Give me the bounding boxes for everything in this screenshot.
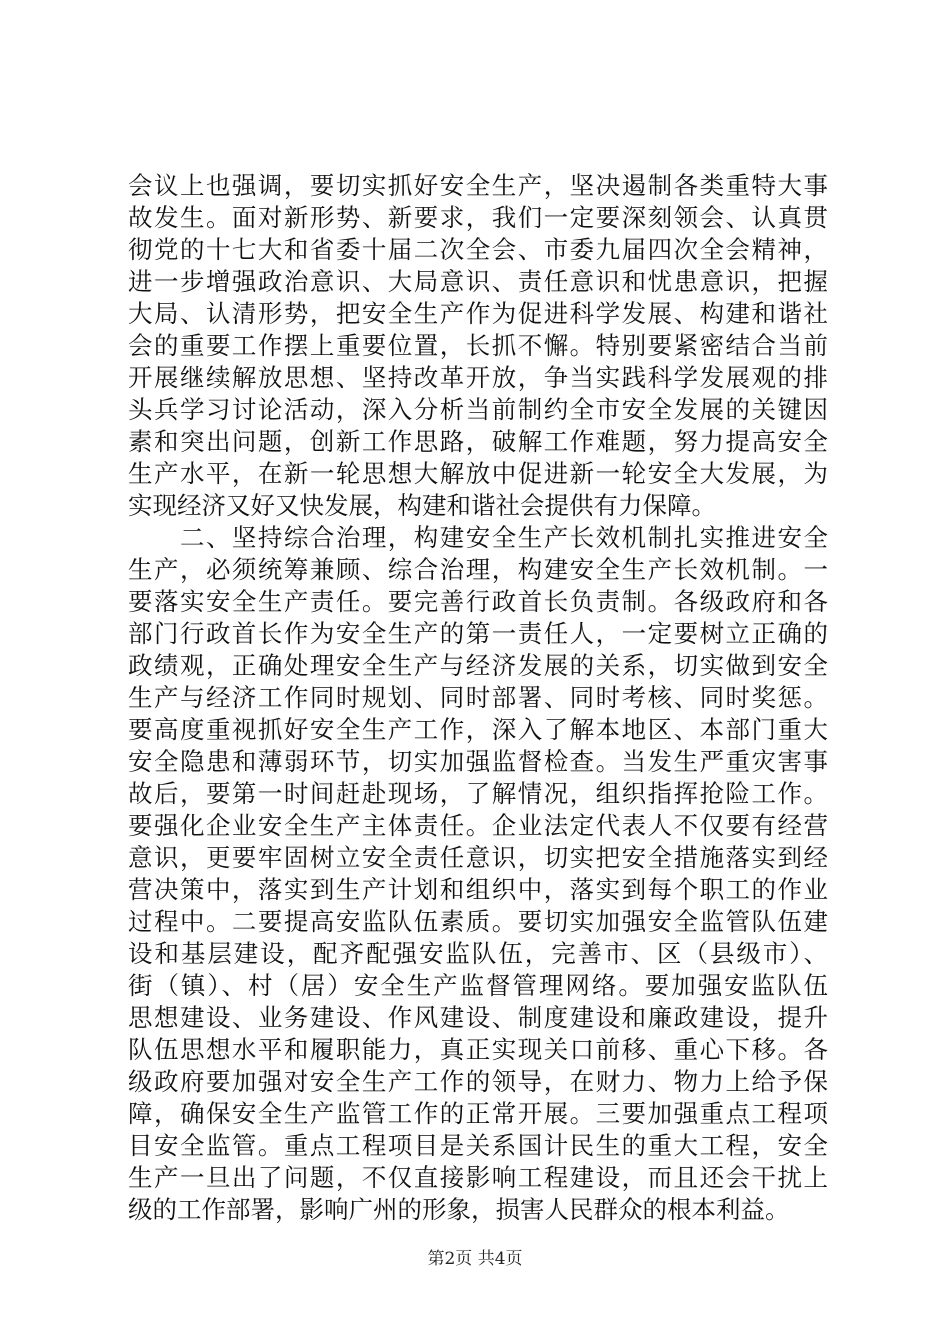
text-line: 生产一旦出了问题，不仅直接影响工程建设，而且还会干扰上 — [128, 1163, 828, 1192]
text-line: 意识，更要牢固树立安全责任意识，切实把安全措施落实到经 — [128, 843, 828, 872]
text-line: 实现经济又好又快发展，构建和谐社会提供有力保障。 — [128, 491, 716, 520]
text-line: 大局、认清形势，把安全生产作为促进科学发展、构建和谐社 — [128, 299, 828, 328]
text-line: 级政府要加强对安全生产工作的领导，在财力、物力上给予保 — [128, 1067, 828, 1096]
body-text — [128, 170, 828, 1226]
text-line: 要高度重视抓好安全生产工作，深入了解本地区、本部门重大 — [128, 715, 828, 744]
page-footer: 第2页 共4页 — [427, 1249, 523, 1269]
text-line: 生产，必须统筹兼顾、综合治理，构建安全生产长效机制。一 — [128, 555, 828, 584]
text-line: 会的重要工作摆上重要位置，长抓不懈。特别要紧密结合当前 — [128, 331, 828, 360]
text-line: 要落实安全生产责任。要完善行政首长负责制。各级政府和各 — [128, 587, 828, 616]
text-line: 素和突出问题，创新工作思路，破解工作难题，努力提高安全 — [128, 427, 828, 456]
text-line: 设和基层建设，配齐配强安监队伍，完善市、区（县级市）、 — [128, 939, 828, 968]
text-line: 生产与经济工作同时规划、同时部署、同时考核、同时奖惩。 — [128, 683, 828, 712]
text-line: 彻党的十七大和省委十届二次全会、市委九届四次全会精神， — [128, 235, 828, 264]
text-line: 街（镇）、村（居）安全生产监督管理网络。要加强安监队伍 — [128, 971, 828, 1000]
text-line: 开展继续解放思想、坚持改革开放，争当实践科学发展观的排 — [128, 363, 828, 392]
text-line: 障，确保安全生产监管工作的正常开展。三要加强重点工程项 — [128, 1099, 828, 1128]
text-line: 队伍思想水平和履职能力，真正实现关口前移、重心下移。各 — [128, 1035, 828, 1064]
text-line: 生产水平，在新一轮思想大解放中促进新一轮安全大发展，为 — [128, 459, 828, 488]
text-line: 级的工作部署，影响广州的形象，损害人民群众的根本利益。 — [128, 1195, 790, 1224]
text-line: 过程中。二要提高安监队伍素质。要切实加强安全监管队伍建 — [128, 907, 828, 936]
text-line: 二、坚持综合治理，构建安全生产长效机制扎实推进安全 — [128, 523, 828, 552]
text-line: 故后，要第一时间赶赴现场，了解情况，组织指挥抢险工作。 — [128, 779, 828, 808]
text-line: 部门行政首长作为安全生产的第一责任人，一定要树立正确的 — [128, 619, 828, 648]
text-line: 要强化企业安全生产主体责任。企业法定代表人不仅要有经营 — [128, 811, 828, 840]
text-line: 安全隐患和薄弱环节，切实加强监督检查。当发生严重灾害事 — [128, 747, 828, 776]
text-line: 头兵学习讨论活动，深入分析当前制约全市安全发展的关键因 — [128, 395, 828, 424]
text-line: 营决策中，落实到生产计划和组织中，落实到每个职工的作业 — [128, 875, 828, 904]
text-line: 进一步增强政治意识、大局意识、责任意识和忧患意识，把握 — [128, 267, 828, 296]
text-line: 政绩观，正确处理安全生产与经济发展的关系，切实做到安全 — [128, 651, 828, 680]
text-line: 会议上也强调，要切实抓好安全生产，坚决遏制各类重特大事 — [128, 171, 828, 200]
text-line: 思想建设、业务建设、作风建设、制度建设和廉政建设，提升 — [128, 1003, 828, 1032]
text-line: 故发生。面对新形势、新要求，我们一定要深刻领会、认真贯 — [128, 203, 828, 232]
text-line: 目安全监管。重点工程项目是关系国计民生的重大工程，安全 — [128, 1131, 828, 1160]
